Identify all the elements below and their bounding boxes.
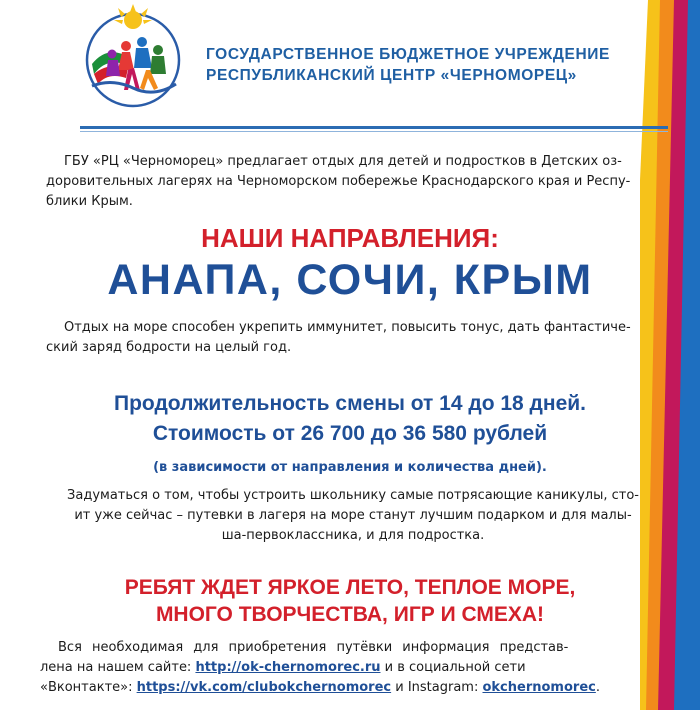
summer-heading-line-1: РЕБЯТ ЖДЕТ ЯРКОЕ ЛЕТО, ТЕПЛОЕ МОРЕ, (124, 576, 576, 599)
think-line-3: ша-первоклассника, и для подростка. (221, 528, 485, 543)
site-link[interactable]: http://ok-chernomorec.ru (195, 660, 381, 675)
header-divider (80, 126, 668, 129)
info-line-2-pre: лена на нашем сайте: (40, 660, 196, 675)
header-divider-thin (80, 131, 668, 132)
info-line-3-mid: и Instagram: (391, 680, 483, 695)
shift-note: (в зависимости от направления и количества дней). (153, 460, 547, 475)
directions-places: АНАПА, СОЧИ, КРЫМ (107, 256, 593, 304)
sea-line-1: Отдых на море способен укрепить иммунитет, повысить тонус, дать фантастиче- (64, 320, 631, 335)
think-ahead-paragraph (40, 486, 666, 546)
info-line-3 (40, 678, 630, 698)
org-line-2: РЕСПУБЛИКАНСКИЙ ЦЕНТР «ЧЕРНОМОРЕЦ» (206, 67, 577, 84)
info-line-3-end: . (595, 680, 600, 695)
intro-line-1: ГБУ «РЦ «Черноморец» предлагает отдых для детей и подростков в Детских оз- (64, 154, 622, 169)
info-line-3-pre: «Вконтакте»: (40, 680, 137, 695)
info-paragraph (40, 638, 630, 698)
summer-heading-line-2: МНОГО ТВОРЧЕСТВА, ИГР И СМЕХА! (155, 603, 545, 626)
shift-duration: Продолжительность смены от 14 до 18 дней. (114, 392, 586, 415)
info-line-2-post: и в социальной сети (380, 660, 526, 675)
directions-heading: НАШИ НАПРАВЛЕНИЯ: (201, 223, 499, 253)
instagram-link[interactable]: okchernomorec (482, 680, 596, 695)
sun-children-logo-icon (78, 4, 188, 108)
intro-paragraph (46, 152, 646, 212)
sea-benefit-paragraph (46, 318, 646, 358)
info-line-2 (40, 658, 630, 678)
think-line-2: ит уже сейчас – путевки в лагеря на море станут лучшим подарком и для малы- (74, 508, 632, 523)
intro-line-3: блики Крым. (46, 194, 133, 209)
shift-cost: Стоимость от 26 700 до 36 580 рублей (152, 422, 548, 445)
org-line-1: ГОСУДАРСТВЕННОЕ БЮДЖЕТНОЕ УЧРЕЖДЕНИЕ (206, 46, 610, 63)
think-line-1: Задуматься о том, чтобы устроить школьнику самые потрясающие каникулы, сто- (67, 488, 639, 503)
sea-line-2: ский заряд бодрости на целый год. (46, 340, 292, 355)
intro-line-2: доровительных лагерях на Черноморском побережье Краснодарского края и Респу- (46, 174, 631, 189)
organization-name (206, 44, 626, 86)
info-line-1: Вся необходимая для приобретения путёвки информация представ- (58, 640, 569, 655)
vk-link[interactable]: https://vk.com/clubokchernomorec (136, 680, 392, 695)
